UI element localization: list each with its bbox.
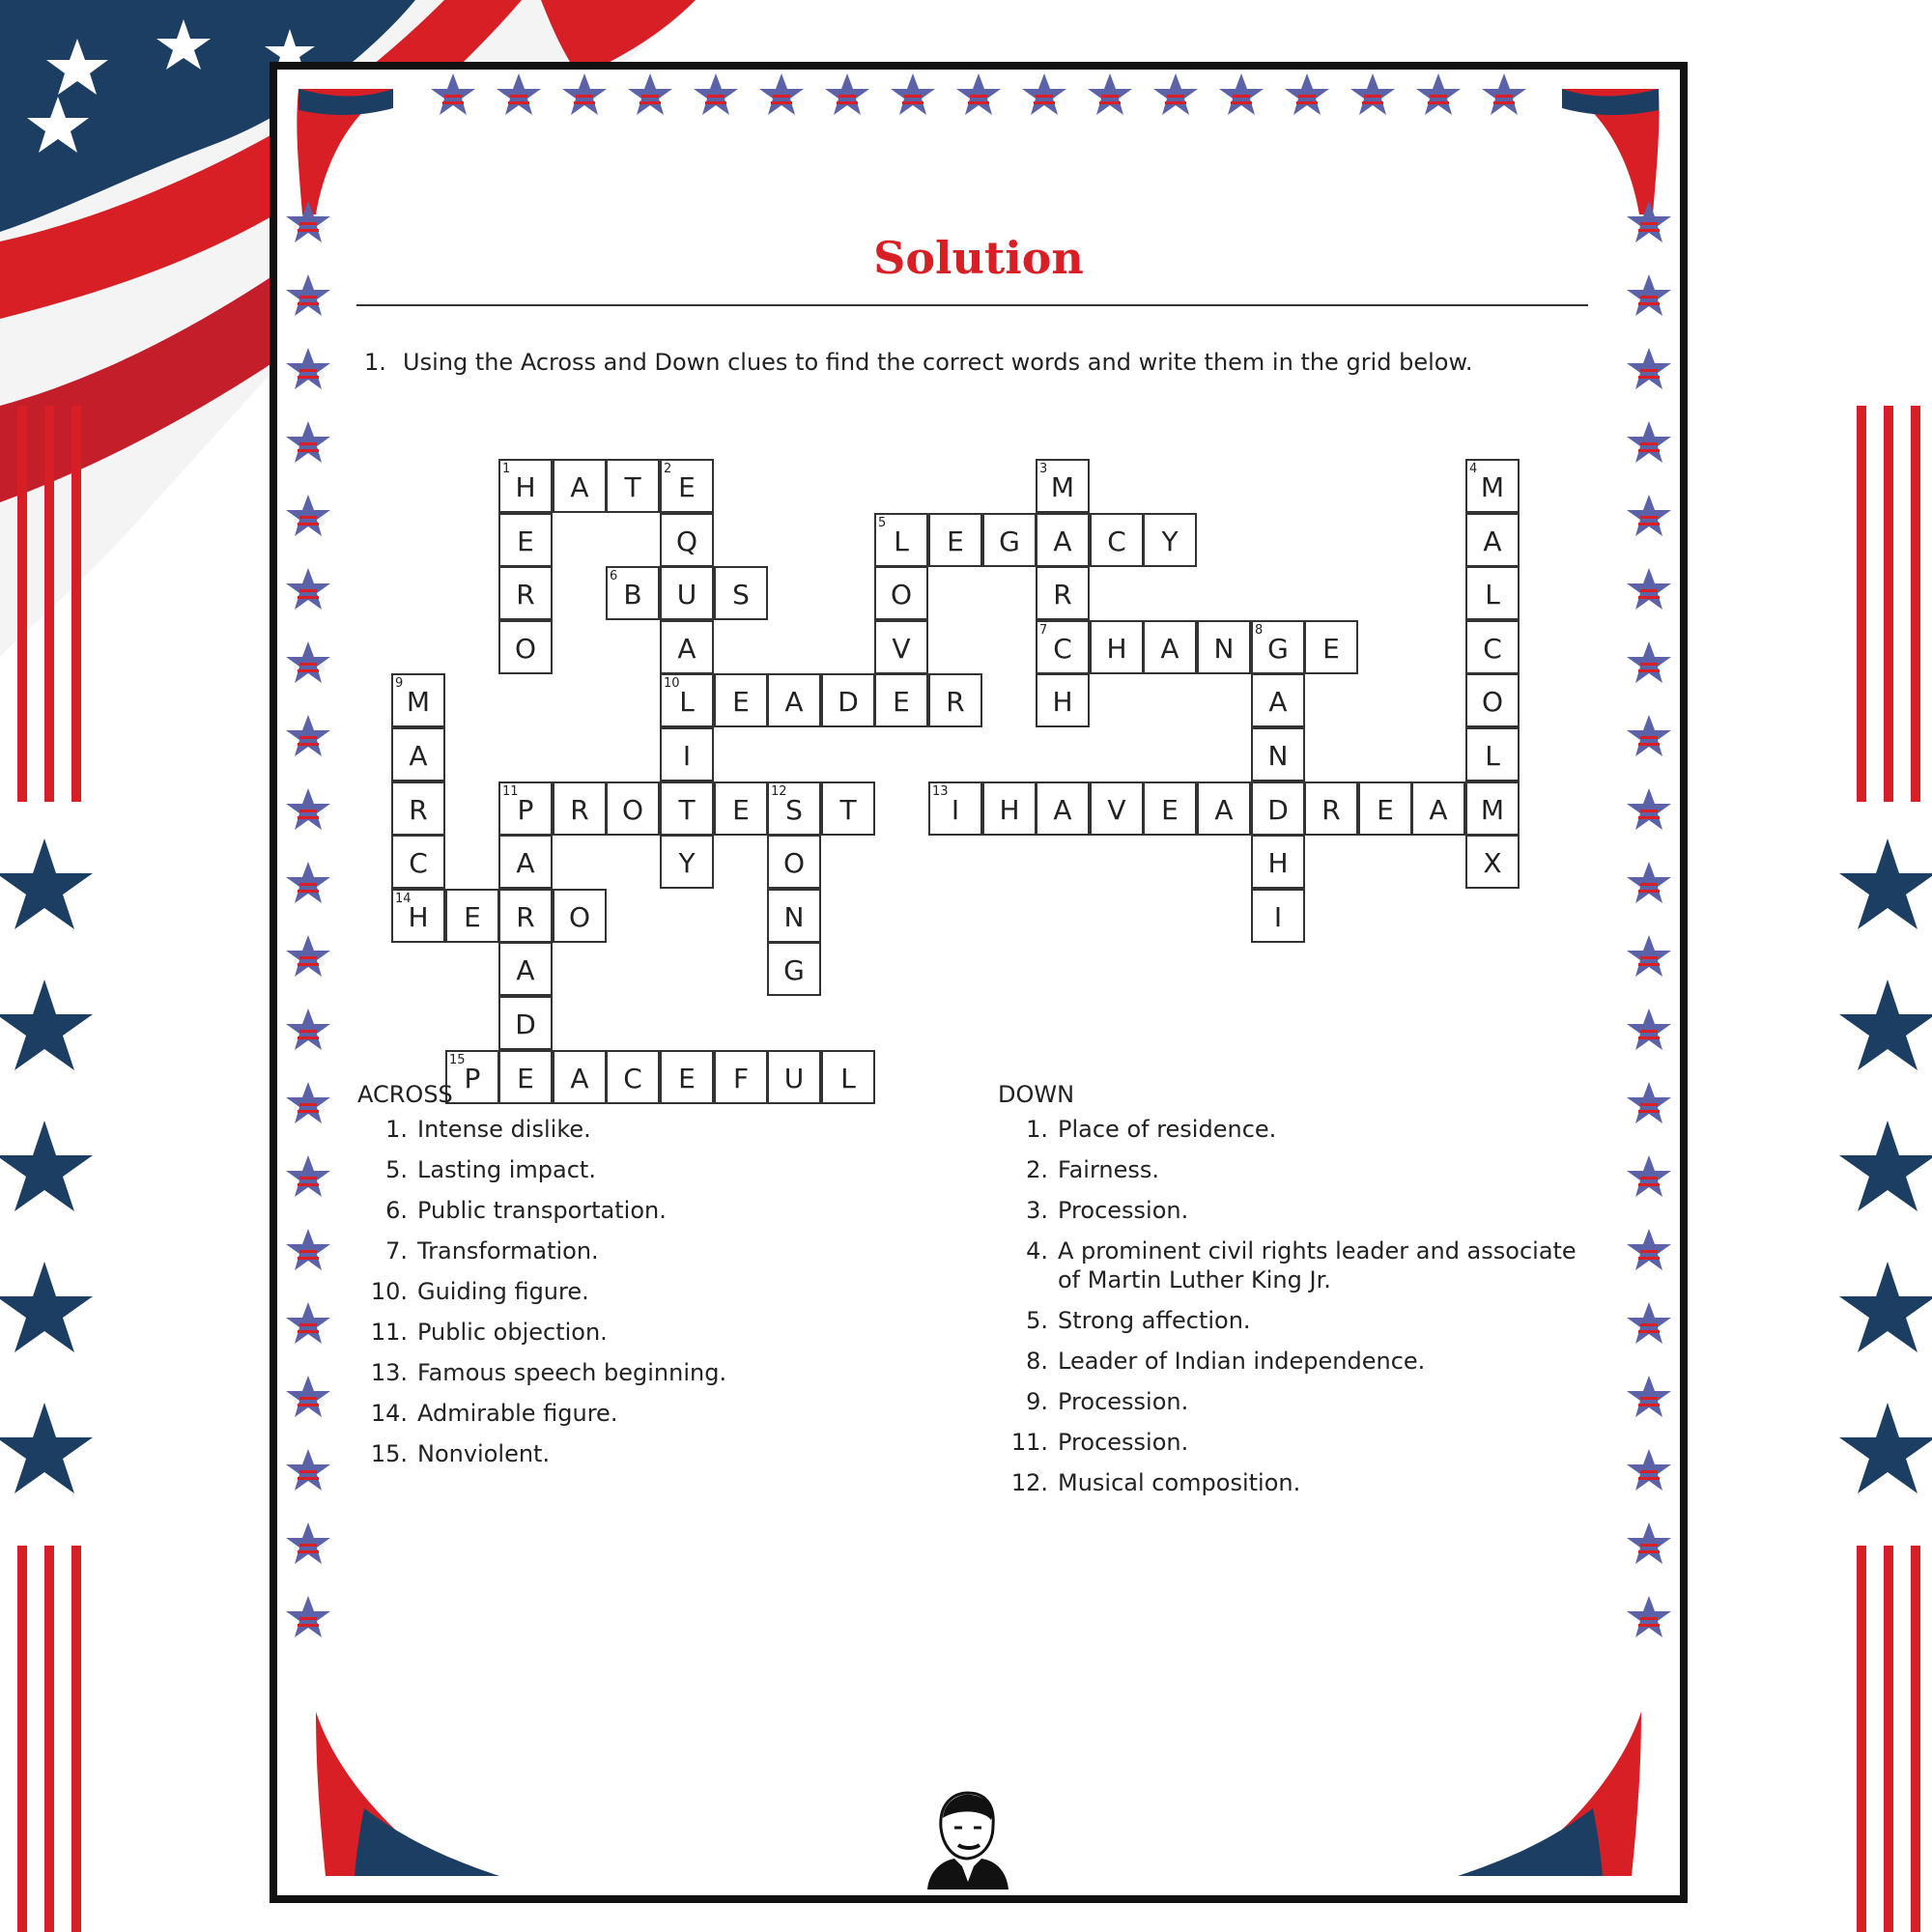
grid-cell <box>982 513 1037 567</box>
grid-cell <box>1465 781 1520 836</box>
cell-letter: A <box>570 471 589 503</box>
cell-letter: F <box>732 1063 750 1094</box>
cell-letter: E <box>1377 794 1394 826</box>
grid-cell <box>606 566 660 620</box>
grid-cell <box>1090 513 1144 567</box>
cell-letter: D <box>1267 794 1289 826</box>
cell-number: 5 <box>878 516 887 530</box>
cell-letter: L <box>840 1063 856 1094</box>
cell-letter: T <box>624 471 641 503</box>
cell-letter: V <box>1107 794 1126 826</box>
corner-top-left <box>297 89 393 214</box>
star-icon <box>1839 980 1932 1070</box>
grid-cell <box>660 727 714 781</box>
clue-item <box>998 1115 1597 1144</box>
cell-letter: R <box>946 686 965 718</box>
grid-cell <box>928 673 982 727</box>
star-icon <box>1839 1121 1932 1211</box>
top-star-row <box>431 73 1526 115</box>
corner-top-right <box>1562 89 1660 214</box>
grid-cell <box>660 781 714 836</box>
cell-letter: A <box>1053 526 1072 557</box>
grid-cell <box>553 889 607 943</box>
grid-cell <box>982 781 1037 836</box>
grid-cell <box>1304 620 1358 674</box>
grid-cell <box>1197 781 1251 836</box>
cell-letter: A <box>1160 633 1179 665</box>
grid-cell <box>1036 513 1090 567</box>
clue-item <box>357 1155 782 1184</box>
clue-text: Musical composition. <box>1058 1469 1301 1496</box>
clue-number: 1. <box>1026 1116 1048 1143</box>
grid-cell <box>714 781 768 836</box>
cell-letter: C <box>1053 633 1072 665</box>
cell-letter: I <box>951 794 960 826</box>
clue-number: 9. <box>1026 1388 1048 1415</box>
grid-cell <box>1251 781 1305 836</box>
clue-text: Intense dislike. <box>417 1116 591 1143</box>
cell-letter: A <box>1053 794 1072 826</box>
grid-cell <box>498 942 553 996</box>
grid-cell <box>660 513 714 567</box>
grid-cell <box>1465 673 1520 727</box>
cell-letter: N <box>783 901 805 933</box>
clue-text: Place of residence. <box>1058 1116 1277 1143</box>
grid-cell <box>1036 673 1090 727</box>
clue-text: Transformation. <box>417 1237 599 1264</box>
grid-cell <box>874 673 928 727</box>
cell-letter: O <box>568 901 591 933</box>
clue-number: 11. <box>1010 1429 1048 1456</box>
clue-number: 14. <box>370 1400 408 1427</box>
cell-letter: L <box>1485 579 1500 611</box>
grid-cell <box>1197 620 1251 674</box>
grid-cell <box>821 781 875 836</box>
grid-cell <box>928 513 982 567</box>
clue-item <box>357 1358 782 1387</box>
clue-item <box>998 1468 1597 1497</box>
grid-cell <box>767 673 821 727</box>
portrait-illustration <box>920 1789 1012 1889</box>
across-clue-list <box>357 1115 782 1468</box>
grid-cell <box>606 459 660 513</box>
clue-text: Strong affection. <box>1058 1307 1251 1334</box>
cell-letter: E <box>947 526 964 557</box>
instruction-number: 1. <box>364 349 386 376</box>
grid-cell <box>821 673 875 727</box>
worksheet-page <box>270 62 1688 1903</box>
cell-number: 8 <box>1255 623 1264 638</box>
grid-cell <box>498 835 553 889</box>
grid-cell <box>498 459 553 513</box>
cell-number: 3 <box>1039 462 1048 476</box>
cell-letter: N <box>1213 633 1235 665</box>
clue-text: Guiding figure. <box>417 1278 589 1305</box>
clue-item <box>357 1196 782 1225</box>
cell-letter: C <box>409 847 428 879</box>
cell-letter: A <box>677 633 696 665</box>
cell-letter: G <box>783 954 805 986</box>
cell-letter: H <box>999 794 1020 826</box>
clue-text: Procession. <box>1058 1197 1189 1224</box>
clue-item <box>357 1115 782 1144</box>
grid-cell <box>874 513 928 567</box>
clue-number: 13. <box>370 1359 408 1386</box>
grid-cell <box>660 673 714 727</box>
grid-cell <box>714 673 768 727</box>
grid-cell <box>391 835 445 889</box>
cell-letter: E <box>893 686 910 718</box>
instructions <box>364 345 1485 381</box>
clue-number: 8. <box>1026 1348 1048 1375</box>
clue-item <box>998 1306 1597 1335</box>
clue-text: Fairness. <box>1058 1156 1160 1183</box>
grid-cell <box>1036 781 1090 836</box>
clue-number: 11. <box>370 1319 408 1346</box>
clue-text: Famous speech beginning. <box>417 1359 727 1386</box>
cell-letter: X <box>1483 847 1502 879</box>
grid-cell <box>1465 513 1520 567</box>
cell-letter: R <box>1053 579 1072 611</box>
grid-cell <box>660 620 714 674</box>
title-divider <box>356 304 1588 306</box>
cell-letter: N <box>1267 740 1289 772</box>
cell-number: 13 <box>932 784 949 799</box>
cell-letter: C <box>623 1063 642 1094</box>
grid-cell <box>1465 566 1520 620</box>
clue-text: Public transportation. <box>417 1197 667 1224</box>
grid-cell <box>1090 781 1144 836</box>
cell-letter: R <box>1321 794 1341 826</box>
star-icon <box>0 980 93 1070</box>
cell-letter: R <box>409 794 428 826</box>
grid-cell <box>498 781 553 836</box>
clue-item <box>998 1155 1597 1184</box>
grid-cell <box>1036 566 1090 620</box>
clue-text: Admirable figure. <box>417 1400 618 1427</box>
grid-cell <box>767 835 821 889</box>
cell-letter: O <box>782 847 806 879</box>
grid-cell <box>767 781 821 836</box>
cell-letter: C <box>1483 633 1502 665</box>
clue-number: 2. <box>1026 1156 1048 1183</box>
cell-letter: A <box>1214 794 1234 826</box>
grid-cell <box>1251 835 1305 889</box>
clue-text: Procession. <box>1058 1388 1189 1415</box>
cell-letter: O <box>890 579 913 611</box>
clue-item <box>357 1236 782 1265</box>
star-icon <box>1839 1403 1932 1493</box>
star-icon <box>0 1262 93 1352</box>
clue-item <box>998 1347 1597 1376</box>
grid-cell <box>391 727 445 781</box>
grid-cell <box>821 1050 875 1104</box>
cell-letter: M <box>1050 471 1075 503</box>
cell-letter: S <box>732 579 750 611</box>
cell-letter: Y <box>678 847 696 879</box>
grid-cell <box>498 889 553 943</box>
cell-number: 9 <box>395 676 404 691</box>
star-icon <box>0 1403 93 1493</box>
grid-cell <box>391 781 445 836</box>
cell-letter: E <box>517 1063 534 1094</box>
cell-letter: U <box>783 1063 805 1094</box>
cell-letter: R <box>570 794 589 826</box>
cell-letter: M <box>406 686 431 718</box>
cell-letter: I <box>1273 901 1283 933</box>
grid-cell <box>1358 781 1412 836</box>
cell-letter: B <box>623 579 642 611</box>
grid-cell <box>1143 513 1197 567</box>
across-clues <box>357 1074 782 1480</box>
cell-letter: U <box>676 579 697 611</box>
grid-cell <box>874 620 928 674</box>
clue-number: 6. <box>385 1197 408 1224</box>
grid-cell <box>1465 835 1520 889</box>
clue-number: 4. <box>1026 1237 1048 1264</box>
cell-letter: E <box>678 471 696 503</box>
cell-letter: H <box>408 901 429 933</box>
left-border-stars <box>286 201 330 1637</box>
clue-text: Public objection. <box>417 1319 608 1346</box>
grid-cell <box>498 566 553 620</box>
grid-cell <box>445 889 499 943</box>
cell-letter: P <box>464 1063 481 1094</box>
cell-letter: P <box>517 794 534 826</box>
patriotic-page-border <box>277 70 1680 1895</box>
down-heading: DOWN <box>998 1081 1075 1108</box>
grid-cell <box>1251 620 1305 674</box>
cell-number: 4 <box>1469 462 1478 476</box>
cell-letter: G <box>1267 633 1289 665</box>
grid-cell <box>1036 620 1090 674</box>
cell-number: 2 <box>664 462 672 476</box>
clue-number: 5. <box>385 1156 408 1183</box>
cell-letter: A <box>784 686 804 718</box>
cell-number: 6 <box>610 569 618 583</box>
star-icon <box>1839 838 1932 929</box>
right-border-stars <box>1627 201 1671 1637</box>
cell-letter: S <box>785 794 803 826</box>
cell-letter: A <box>516 954 535 986</box>
clue-text: Leader of Indian independence. <box>1058 1348 1426 1375</box>
grid-cell <box>1251 889 1305 943</box>
grid-cell <box>1143 781 1197 836</box>
cell-letter: E <box>1161 794 1179 826</box>
cell-letter: E <box>732 794 750 826</box>
grid-cell <box>1465 727 1520 781</box>
cell-letter: M <box>1480 471 1505 503</box>
cell-letter: A <box>570 1063 589 1094</box>
clue-number: 7. <box>385 1237 408 1264</box>
cell-letter: E <box>1322 633 1340 665</box>
cell-letter: A <box>409 740 428 772</box>
grid-cell <box>391 673 445 727</box>
cell-letter: A <box>516 847 535 879</box>
grid-cell <box>928 781 982 836</box>
grid-cell <box>660 566 714 620</box>
grid-cell <box>1036 459 1090 513</box>
cell-letter: E <box>517 526 534 557</box>
clue-item <box>357 1399 782 1428</box>
cell-letter: C <box>1107 526 1126 557</box>
grid-cell <box>606 781 660 836</box>
down-clue-list <box>998 1115 1597 1497</box>
clue-text: Procession. <box>1058 1429 1189 1456</box>
grid-cell <box>1251 673 1305 727</box>
grid-cell <box>660 459 714 513</box>
cell-letter: H <box>1267 847 1289 879</box>
right-star-column <box>1839 838 1932 1493</box>
cell-letter: A <box>1429 794 1448 826</box>
cell-letter: R <box>516 901 535 933</box>
clue-number: 15. <box>370 1440 408 1467</box>
cell-number: 15 <box>449 1053 466 1067</box>
grid-cell <box>1143 620 1197 674</box>
cell-letter: L <box>679 686 695 718</box>
grid-cell <box>498 996 553 1050</box>
cell-letter: I <box>682 740 692 772</box>
clue-text: Lasting impact. <box>417 1156 596 1183</box>
cell-letter: O <box>514 633 537 665</box>
star-icon <box>0 838 93 929</box>
cell-letter: H <box>1106 633 1127 665</box>
instruction-text: Using the Across and Down clues to find the correct words and write them in the grid below. <box>403 349 1473 376</box>
clue-text: Nonviolent. <box>417 1440 551 1467</box>
clue-number: 5. <box>1026 1307 1048 1334</box>
grid-cell <box>714 566 768 620</box>
grid-cell <box>660 835 714 889</box>
clue-item <box>998 1387 1597 1416</box>
grid-cell <box>498 620 553 674</box>
cell-letter: E <box>678 1063 696 1094</box>
cell-letter: T <box>839 794 857 826</box>
cell-letter: L <box>894 526 909 557</box>
cell-number: 12 <box>771 784 787 799</box>
star-icon <box>1839 1262 1932 1352</box>
grid-cell <box>498 513 553 567</box>
grid-cell <box>553 781 607 836</box>
grid-cell <box>874 566 928 620</box>
cell-letter: O <box>1481 686 1504 718</box>
cell-number: 11 <box>502 784 519 799</box>
grid-cell <box>1411 781 1465 836</box>
cell-number: 1 <box>502 462 511 476</box>
cell-letter: A <box>1483 526 1502 557</box>
corner-bottom-right <box>1458 1712 1641 1876</box>
down-clues <box>998 1074 1597 1509</box>
cell-letter: O <box>621 794 644 826</box>
grid-cell <box>767 942 821 996</box>
cell-letter: R <box>516 579 535 611</box>
grid-cell <box>767 889 821 943</box>
clue-number: 3. <box>1026 1197 1048 1224</box>
clue-number: 10. <box>370 1278 408 1305</box>
grid-cell <box>1465 620 1520 674</box>
cell-letter: A <box>1268 686 1288 718</box>
clue-number: 1. <box>385 1116 408 1143</box>
grid-cell <box>1304 781 1358 836</box>
clue-item <box>357 1277 782 1306</box>
grid-cell <box>1465 459 1520 513</box>
star-icon <box>0 1121 93 1211</box>
clue-text: A prominent civil rights leader and associate of Martin Luther King Jr. <box>1058 1237 1577 1293</box>
cell-letter: V <box>892 633 911 665</box>
across-heading: ACROSS <box>357 1081 453 1108</box>
cell-letter: M <box>1480 794 1505 826</box>
cell-letter: L <box>1485 740 1500 772</box>
clue-item <box>357 1318 782 1347</box>
clue-item <box>998 1236 1597 1294</box>
cell-letter: E <box>464 901 481 933</box>
cell-letter: E <box>732 686 750 718</box>
grid-cell <box>391 889 445 943</box>
clue-number: 12. <box>1010 1469 1048 1496</box>
grid-cell <box>553 459 607 513</box>
cell-letter: D <box>515 1009 536 1040</box>
clue-item <box>357 1439 782 1468</box>
corner-bottom-left <box>316 1712 499 1876</box>
cell-letter: Y <box>1161 526 1179 557</box>
cell-letter: D <box>838 686 859 718</box>
cell-letter: H <box>1052 686 1073 718</box>
cell-letter: H <box>515 471 536 503</box>
clue-item <box>998 1196 1597 1225</box>
cell-number: 14 <box>395 892 412 906</box>
clue-item <box>998 1428 1597 1457</box>
grid-cell <box>1090 620 1144 674</box>
grid-cell <box>1251 727 1305 781</box>
cell-letter: G <box>999 526 1020 557</box>
cell-number: 7 <box>1039 623 1048 638</box>
cell-number: 10 <box>664 676 680 691</box>
page-title: Solution <box>873 232 1084 284</box>
left-star-column <box>0 838 93 1493</box>
cell-letter: Q <box>675 526 698 557</box>
cell-letter: T <box>678 794 696 826</box>
